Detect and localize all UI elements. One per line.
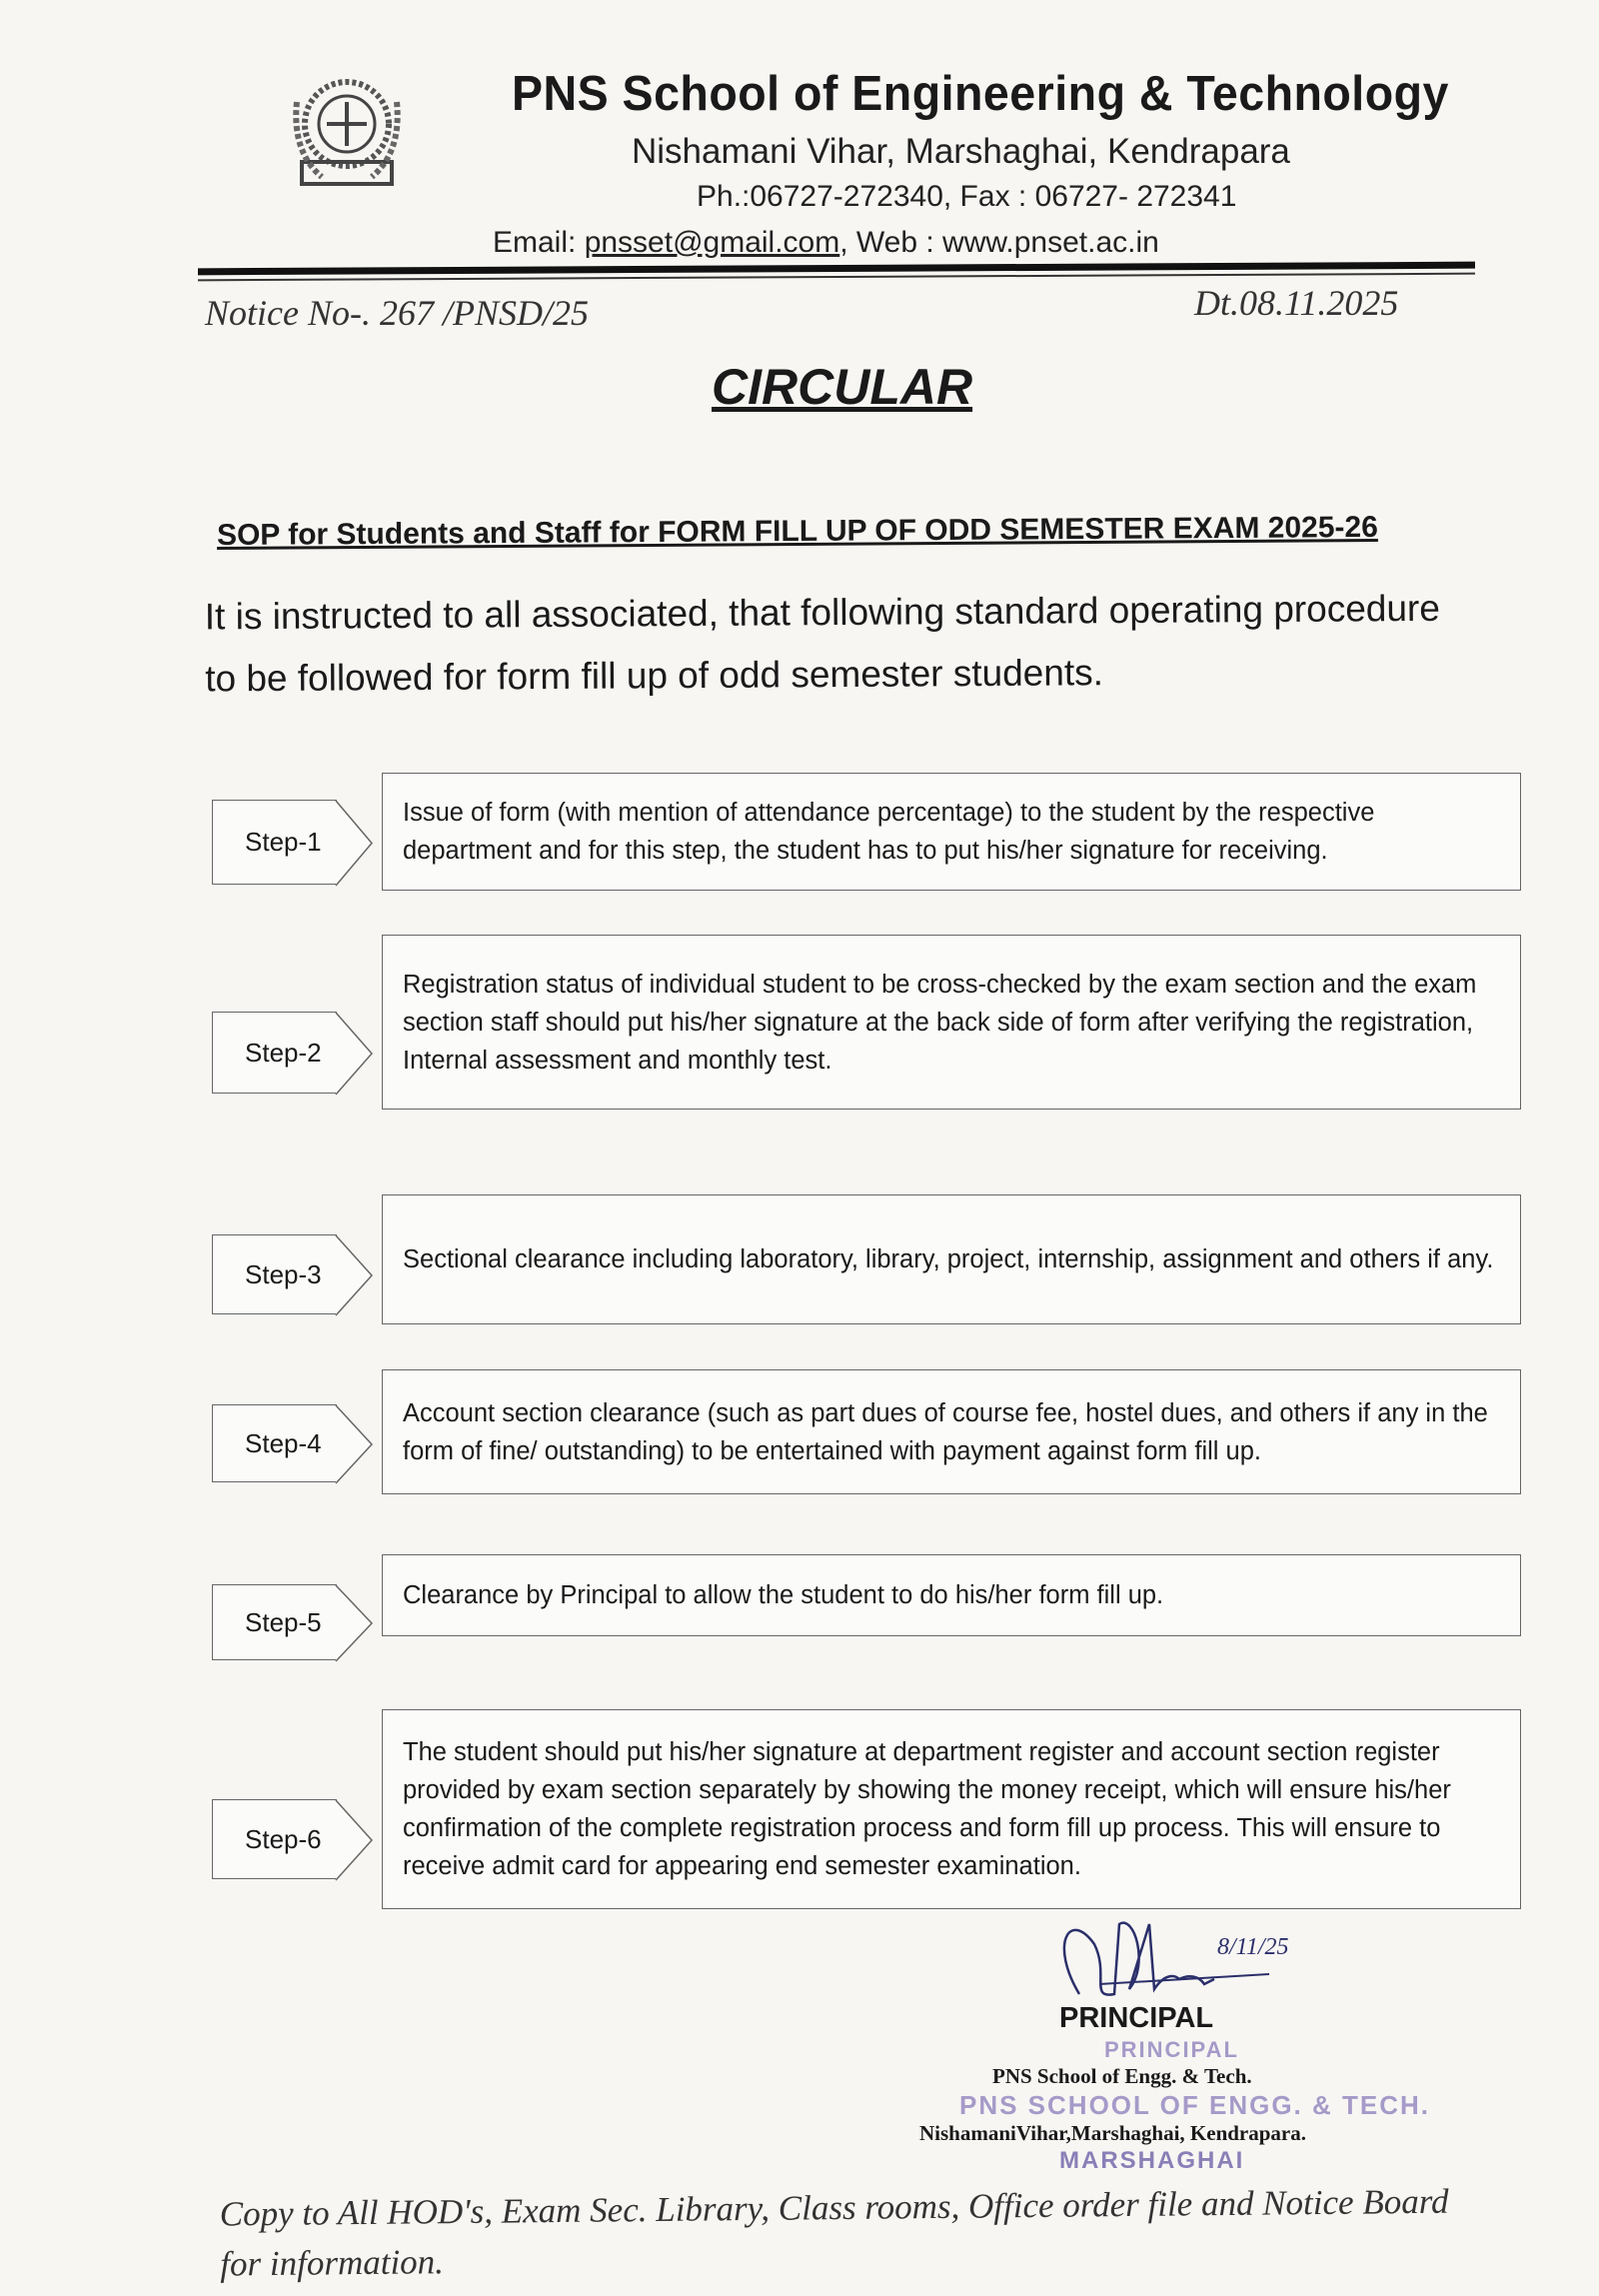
- signatory-place: NishamaniVihar,Marshaghai, Kendrapara.: [919, 2121, 1306, 2145]
- subject-heading: SOP for Students and Staff for FORM FILL UP OF ODD SEMESTER EXAM 2025-26: [216, 510, 1378, 553]
- institution-address: Nishamani Vihar, Marshaghai, Kendrapara: [632, 132, 1290, 171]
- step-label: Step-1: [212, 800, 337, 885]
- notice-number: Notice No-. 267 /PNSD/25: [205, 293, 589, 333]
- institution-name: PNS School of Engineering & Technology: [512, 67, 1449, 121]
- step-description: Account section clearance (such as part dues of course fee, hostel dues, and others if any in the form of fine/ outstanding) to be entertained with payment against form fill up.: [382, 1369, 1521, 1494]
- step-description: The student should put his/her signature at department register and account section register provided by exam section separately by showing the money receipt, which will ensure his/her confirmation of the complete registration process and form fill up process. This will ensure to receive admit card for appearing end semester examination.: [382, 1709, 1521, 1909]
- step-label: Step-3: [212, 1234, 337, 1314]
- step-label: Step-5: [212, 1584, 337, 1660]
- step-arrow-icon: [336, 1234, 376, 1316]
- web-text: , Web : www.pnset.ac.in: [839, 226, 1159, 259]
- stamp-line-3: MARSHAGHAI: [1059, 2147, 1245, 2174]
- institution-logo: [282, 62, 412, 202]
- step-arrow-icon: [336, 1799, 376, 1881]
- handwritten-date: 8/11/25: [1217, 1934, 1289, 1960]
- intro-paragraph: It is instructed to all associated, that following standard operating procedure to be followed for form fill up of odd semester students.: [204, 587, 1441, 700]
- notice-date: Dt.08.11.2025: [1194, 283, 1399, 323]
- step-description: Sectional clearance including laboratory, library, project, internship, assignment and others if any.: [382, 1194, 1521, 1324]
- signatory-school: PNS School of Engg. & Tech.: [992, 2064, 1252, 2088]
- step-description: Issue of form (with mention of attendance percentage) to the student by the respective department and for this step, the student has to put his/her signature for receiving.: [382, 773, 1521, 891]
- step-arrow-icon: [336, 800, 376, 887]
- step-label: Step-4: [212, 1404, 337, 1482]
- principal-signature: [1039, 1904, 1289, 2004]
- doc-title: CIRCULAR: [712, 359, 973, 415]
- email-label: Email:: [493, 226, 585, 259]
- copy-to-note: Copy to All HOD's, Exam Sec. Library, Class rooms, Office order file and Notice Board for information.: [219, 2181, 1449, 2284]
- step-label: Step-2: [212, 1012, 337, 1094]
- stamp-line-2: PNS SCHOOL OF ENGG. & TECH.: [959, 2090, 1431, 2120]
- step-label: Step-6: [212, 1799, 337, 1879]
- step-arrow-icon: [336, 1404, 376, 1484]
- email-link[interactable]: pnsset@gmail.com: [584, 226, 840, 259]
- step-arrow-icon: [336, 1584, 376, 1662]
- institution-contact: [493, 226, 1159, 260]
- signatory-title: PRINCIPAL: [1059, 2002, 1214, 2034]
- step-arrow-icon: [336, 1012, 376, 1096]
- step-description: Clearance by Principal to allow the student to do his/her form fill up.: [382, 1554, 1521, 1636]
- step-description: Registration status of individual student to be cross-checked by the exam section and the exam section staff should put his/her signature at the back side of form after verifying the registration, Internal assessment and monthly test.: [382, 935, 1521, 1110]
- stamp-line-1: PRINCIPAL: [1104, 2037, 1239, 2062]
- institution-phone: Ph.:06727-272340, Fax : 06727- 272341: [697, 180, 1237, 213]
